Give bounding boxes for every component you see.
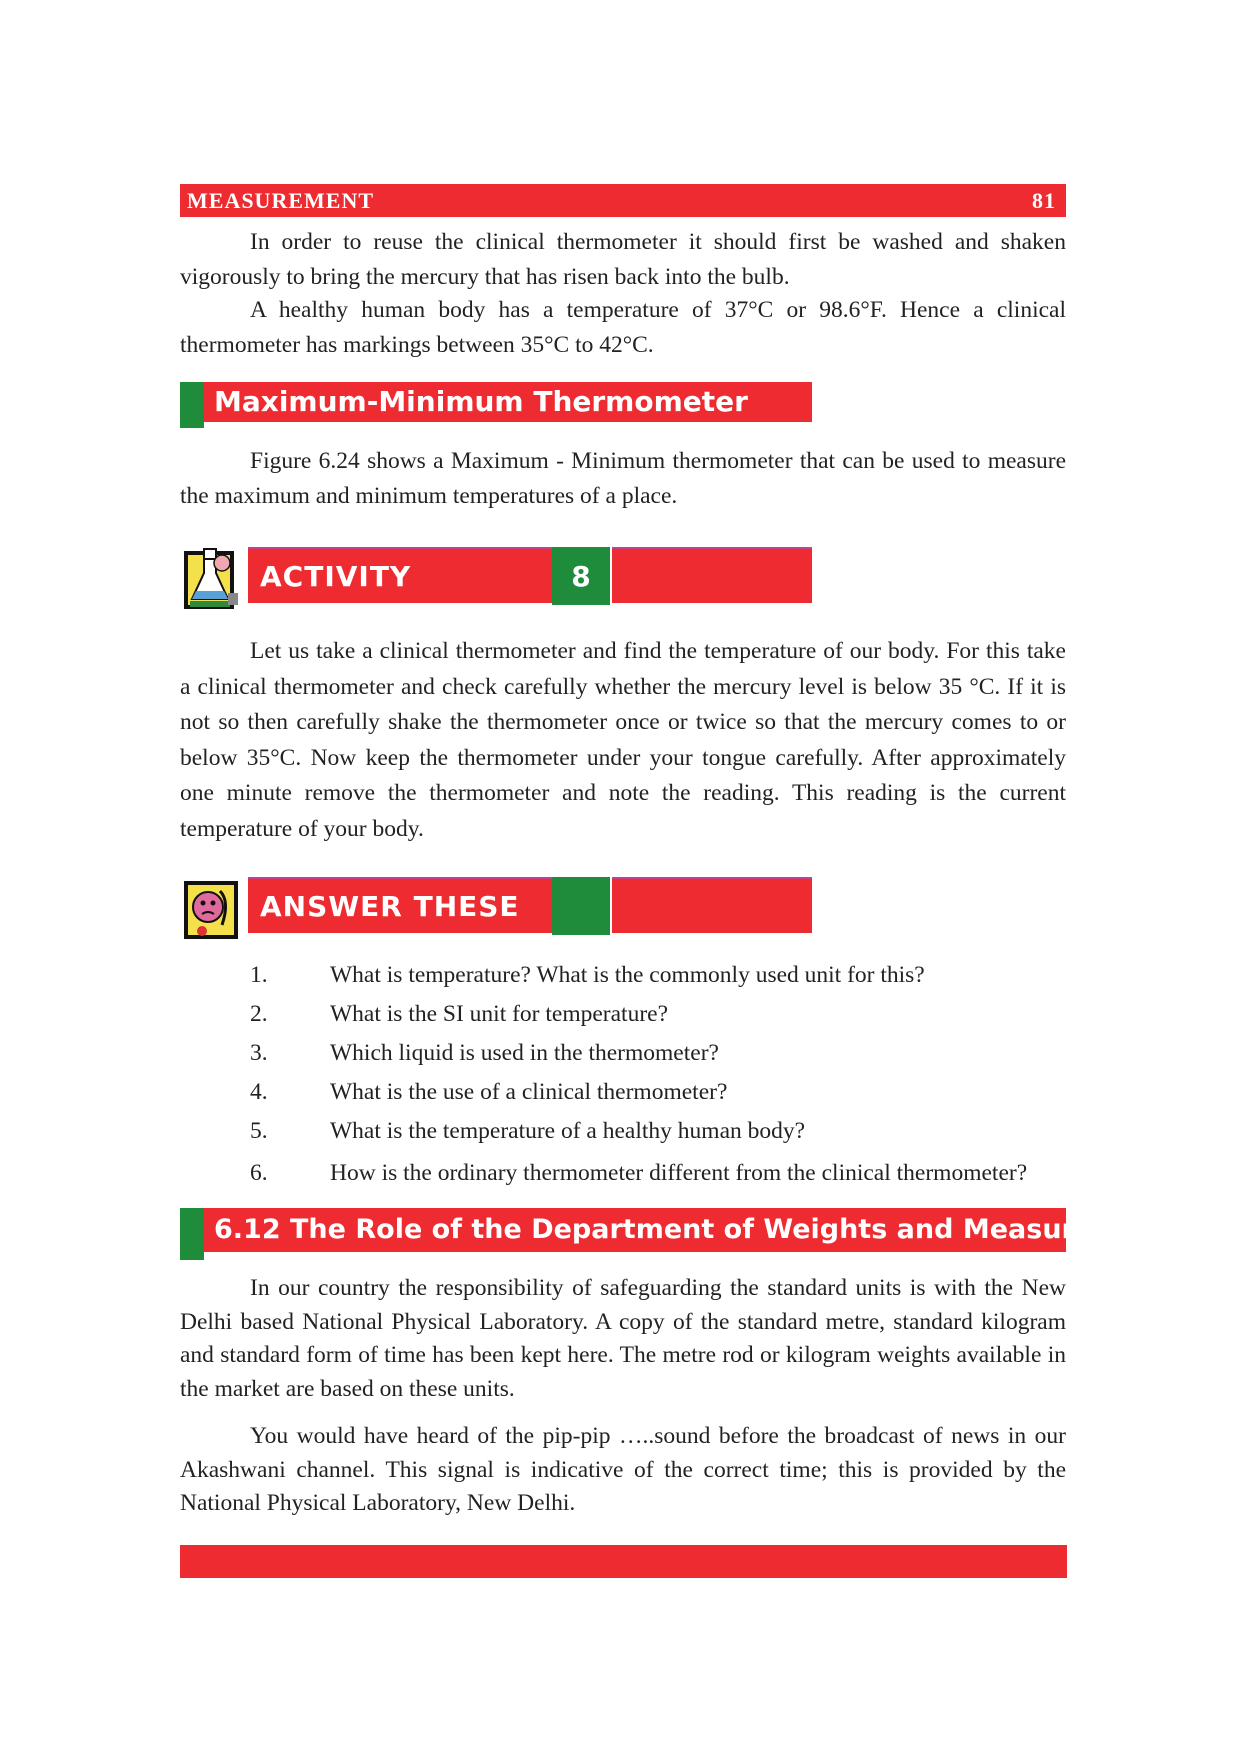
answer-these-label: ANSWER THESE [248,879,560,933]
page-number: 81 [1032,188,1056,213]
answer-these-banner-end [612,879,812,933]
paragraph-activity-body-temp: Let us take a clinical thermometer and find the temperature of our body. For this take a clinical thermometer and check carefully whether the mercury level is below 35 °C. If it is not so then carefully shake the thermometer once or twice so that the mercury comes to or below 35°C. Now keep the thermometer under your tongue carefully. After approximately one minute remove the thermometer and note the reading. This reading is the current temperature of your body. [180,638,1066,842]
activity-banner-end [612,549,812,603]
activity-banner [182,547,814,603]
answer-these-banner [182,877,814,933]
heading-max-min-thermometer [180,382,812,428]
heading-green-marker [180,382,204,428]
activity-label: ACTIVITY [248,549,560,603]
page-footer-bar [180,1545,1067,1578]
thinking-face-icon [182,877,240,943]
heading-text: 6.12 The Role of the Department of Weights and Measures [204,1208,1066,1252]
paragraph-reuse-thermometer: In order to reuse the clinical thermometer it should first be washed and shaken vigorously to bring the mercury that has risen back into the bulb. [180,229,1066,290]
chapter-title: MEASUREMENT [187,188,375,213]
paragraph-healthy-temperature: A healthy human body has a temperature of 37°C or 98.6°F. Hence a clinical thermometer has markings between 35°C to 42°C. [180,297,1066,358]
page-header [180,184,1066,217]
paragraph-pip-pip-signal: You would have heard of the pip-pip …..sound before the broadcast of news in our Akashwani channel. This signal is indicative of the correct time; this is provided by the National Physical Laboratory, New Delhi. [180,1423,1066,1516]
paragraph-max-min-figure: Figure 6.24 shows a Maximum - Minimum thermometer that can be used to measure the maximum and minimum temperatures of a place. [180,448,1066,509]
paragraph-national-physical-laboratory: In our country the responsibility of safeguarding the standard units is with the New Delhi based National Physical Laboratory. A copy of the standard metre, standard kilogram and standard form of time has been kept here. The metre rod or kilogram weights available in the market are based on these units. [180,1275,1066,1402]
activity-number: 8 [552,547,610,605]
heading-text: Maximum-Minimum Thermometer [204,382,812,422]
lab-flask-icon [182,547,240,613]
questions-list: 1. What is temperature? What is the commonly used unit for this? 2. What is the SI unit for temperature? 3. Which liquid is used in the thermometer? 4. What is the use of a clinical thermometer? 5. What is the temperature of a healthy human body? 6. How is the ordinary thermometer different from the clinical thermometer? [250,962,1028,1186]
heading-green-marker [180,1208,204,1260]
answer-these-green-box [552,877,610,935]
heading-section-6-12 [180,1208,1110,1260]
